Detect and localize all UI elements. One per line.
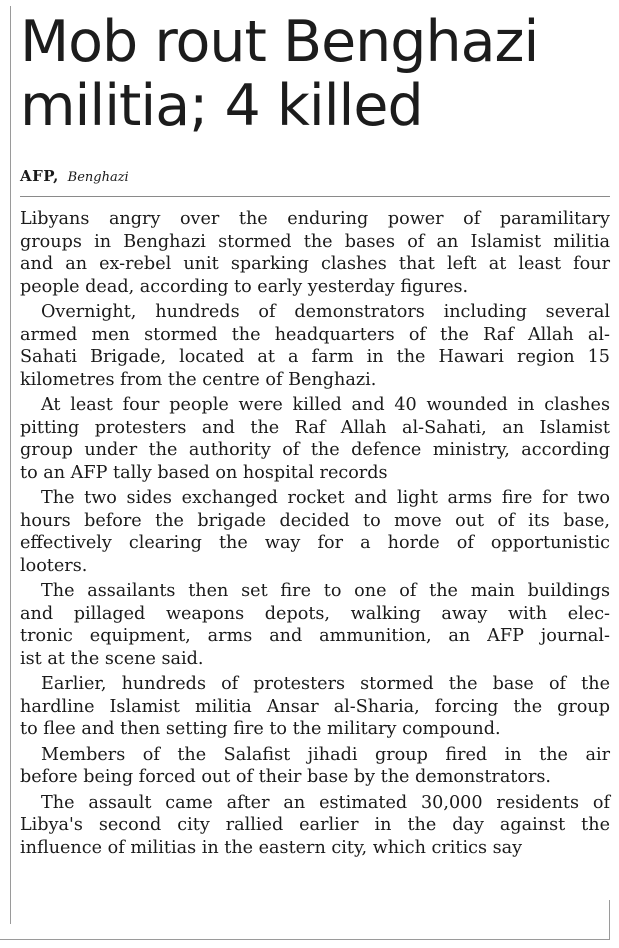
column-rule-left	[10, 6, 11, 924]
paragraph-line: At least four people were killed and 40 wounded in clashes	[41, 395, 610, 415]
paragraph-line: influence of militias in the eastern city, which critics say	[20, 837, 523, 858]
paragraph-line: and pillaged weapons depots, walking away with elec-	[20, 603, 610, 624]
paragraph-line: Libyans angry over the enduring power of paramilitary	[20, 209, 610, 229]
paragraph-line: The assailants then set fire to one of the main buildings	[41, 581, 610, 601]
column-rule-right	[609, 900, 610, 939]
column-rule-bottom	[0, 939, 610, 940]
paragraph-line: pitting protesters and the Raf Allah al-Sahati, an Islamist	[20, 417, 610, 438]
headline	[20, 10, 615, 138]
byline-dateline: Benghazi	[67, 170, 129, 185]
paragraph-line: before being forced out of their base by the demonstrators.	[20, 767, 551, 787]
paragraph-line: looters.	[20, 555, 88, 576]
headline-line-2: militia; 4 killed	[20, 73, 423, 139]
headline-line-1: Mob rout Benghazi	[20, 9, 539, 75]
paragraph-line: armed men stormed the headquarters of the Raf Allah al-	[20, 324, 610, 345]
article-paragraph	[20, 487, 610, 577]
paragraph-line: The assault came after an estimated 30,000 residents of	[41, 792, 610, 813]
paragraph-line: Overnight, hundreds of demonstrators including several	[41, 302, 610, 322]
article-paragraph	[20, 744, 610, 789]
article-paragraph	[20, 580, 610, 670]
paragraph-line: hardline Islamist militia Ansar al-Sharia, forcing the group	[20, 696, 610, 717]
article-paragraph	[20, 673, 610, 741]
paragraph-line: Libya's second city rallied earlier in the day against the	[20, 815, 610, 835]
paragraph-line: people dead, according to early yesterday figures.	[20, 276, 469, 297]
paragraph-line: Members of the Salafist jihadi group fired in the air	[41, 744, 610, 765]
paragraph-line: effectively clearing the way for a horde of opportunistic	[20, 533, 610, 553]
article-paragraph	[20, 301, 610, 391]
paragraph-line: hours before the brigade decided to move out of its base,	[20, 510, 610, 531]
article-paragraph	[20, 394, 610, 484]
paragraph-line: group under the authority of the defence ministry, according	[20, 440, 610, 460]
article-paragraph	[20, 208, 610, 298]
paragraph-line: groups in Benghazi stormed the bases of an Islamist militia	[20, 231, 610, 252]
paragraph-line: kilometres from the centre of Benghazi.	[20, 369, 377, 390]
paragraph-line: Earlier, hundreds of protesters stormed the base of the	[41, 674, 610, 694]
paragraph-line: tronic equipment, arms and ammunition, an AFP journal-	[20, 626, 610, 646]
article-body	[20, 208, 610, 859]
byline-divider	[20, 196, 610, 197]
paragraph-line: The two sides exchanged rocket and light arms fire for two	[41, 488, 610, 508]
article-paragraph	[20, 792, 610, 860]
byline	[20, 166, 129, 188]
paragraph-line: Sahati Brigade, located at a farm in the Hawari region 15	[20, 347, 610, 367]
paragraph-line: to flee and then setting fire to the military compound.	[20, 719, 501, 739]
paragraph-line: and an ex-rebel unit sparking clashes that left at least four	[20, 254, 610, 274]
paragraph-line: to an AFP tally based on hospital records	[20, 462, 388, 483]
paragraph-line: ist at the scene said.	[20, 648, 204, 669]
byline-agency: AFP,	[20, 167, 59, 185]
